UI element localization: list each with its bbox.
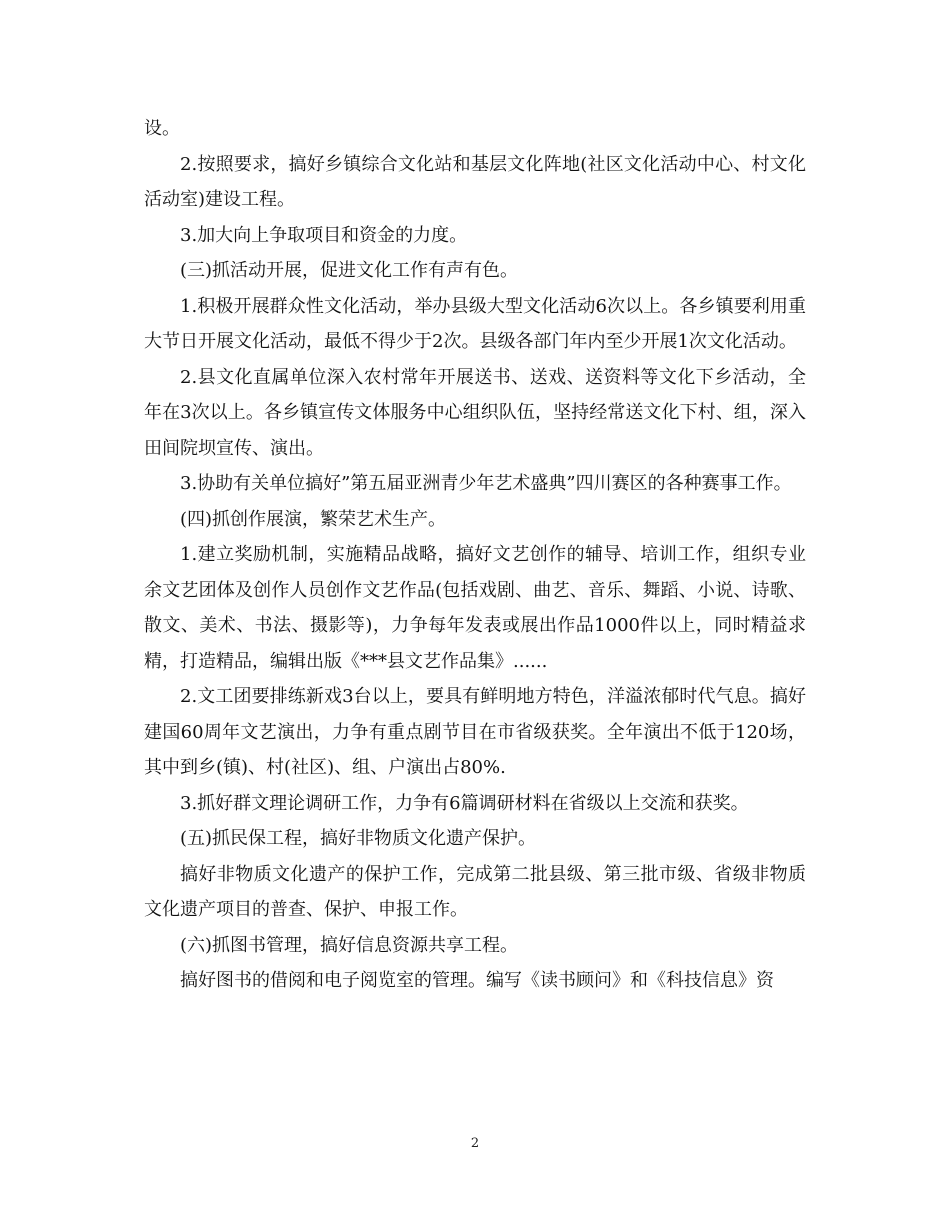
- paragraph-heritage-protection: 搞好非物质文化遗产的保护工作，完成第二批县级、第三批市级、省级非物质文化遗产项目的普查、保护、申报工作。: [144, 863, 806, 920]
- paragraph-item-2-cultural-stations: 2.按照要求，搞好乡镇综合文化站和基层文化阵地(社区文化活动中心、村文化活动室)建设工程。: [144, 153, 806, 210]
- document-body: [144, 111, 806, 999]
- section-heading-6-library: (六)抓图书管理，搞好信息资源共享工程。: [180, 934, 519, 956]
- paragraph-continuation: 设。: [144, 118, 180, 139]
- section-heading-4-creation: (四)抓创作展演，繁荣艺术生产。: [180, 508, 447, 530]
- paragraph-library-management: 搞好图书的借阅和电子阅览室的管理。编写《读书顾问》和《科技信息》资: [180, 970, 774, 991]
- section-heading-3-activities: (三)抓活动开展，促进文化工作有声有色。: [180, 260, 519, 281]
- paragraph-item-2-troupe: 2.文工团要排练新戏3台以上，要具有鲜明地方特色，洋溢浓郁时代气息。搞好建国60周年文艺演出，力争有重点剧节目在市省级获奖。全年演出不低于120场，其中到乡(镇)、村(社区)、组、户演出占80%.: [144, 686, 806, 778]
- paragraph-item-2-rural-outreach: 2.县文化直属单位深入农村常年开展送书、送戏、送资料等文化下乡活动，全年在3次以上。各乡镇宣传文体服务中心组织队伍，坚持经常送文化下村、组，深入田间院坝宣传、演出。: [144, 366, 806, 459]
- paragraph-item-1-reward-mechanism: 1.建立奖励机制，实施精品战略，搞好文艺创作的辅导、培训工作，组织专业余文艺团体及创作人员创作文艺作品(包括戏剧、曲艺、音乐、舞蹈、小说、诗歌、散文、美术、书法、摄影等)，力争每年发表或展出作品1000件以上，同时精益求精，打造精品，编辑出版《***县文艺作品集》......: [144, 544, 806, 672]
- paragraph-item-3-research: 3.抓好群文理论调研工作，力争有6篇调研材料在省级以上交流和获奖。: [180, 792, 749, 814]
- paragraph-item-3-funding: 3.加大向上争取项目和资金的力度。: [180, 224, 468, 246]
- paragraph-item-1-mass-activities: 1.积极开展群众性文化活动，举办县级大型文化活动6次以上。各乡镇要利用重大节日开展文化活动，最低不得少于2次。县级各部门年内至少开展1次文化活动。: [144, 295, 806, 352]
- page-number: 2: [470, 1136, 480, 1151]
- paragraph-item-3-art-festival: 3.协助有关单位搞好”第五届亚洲青少年艺术盛典”四川赛区的各种赛事工作。: [180, 473, 792, 494]
- section-heading-5-heritage: (五)抓民保工程，搞好非物质文化遗产保护。: [180, 828, 537, 849]
